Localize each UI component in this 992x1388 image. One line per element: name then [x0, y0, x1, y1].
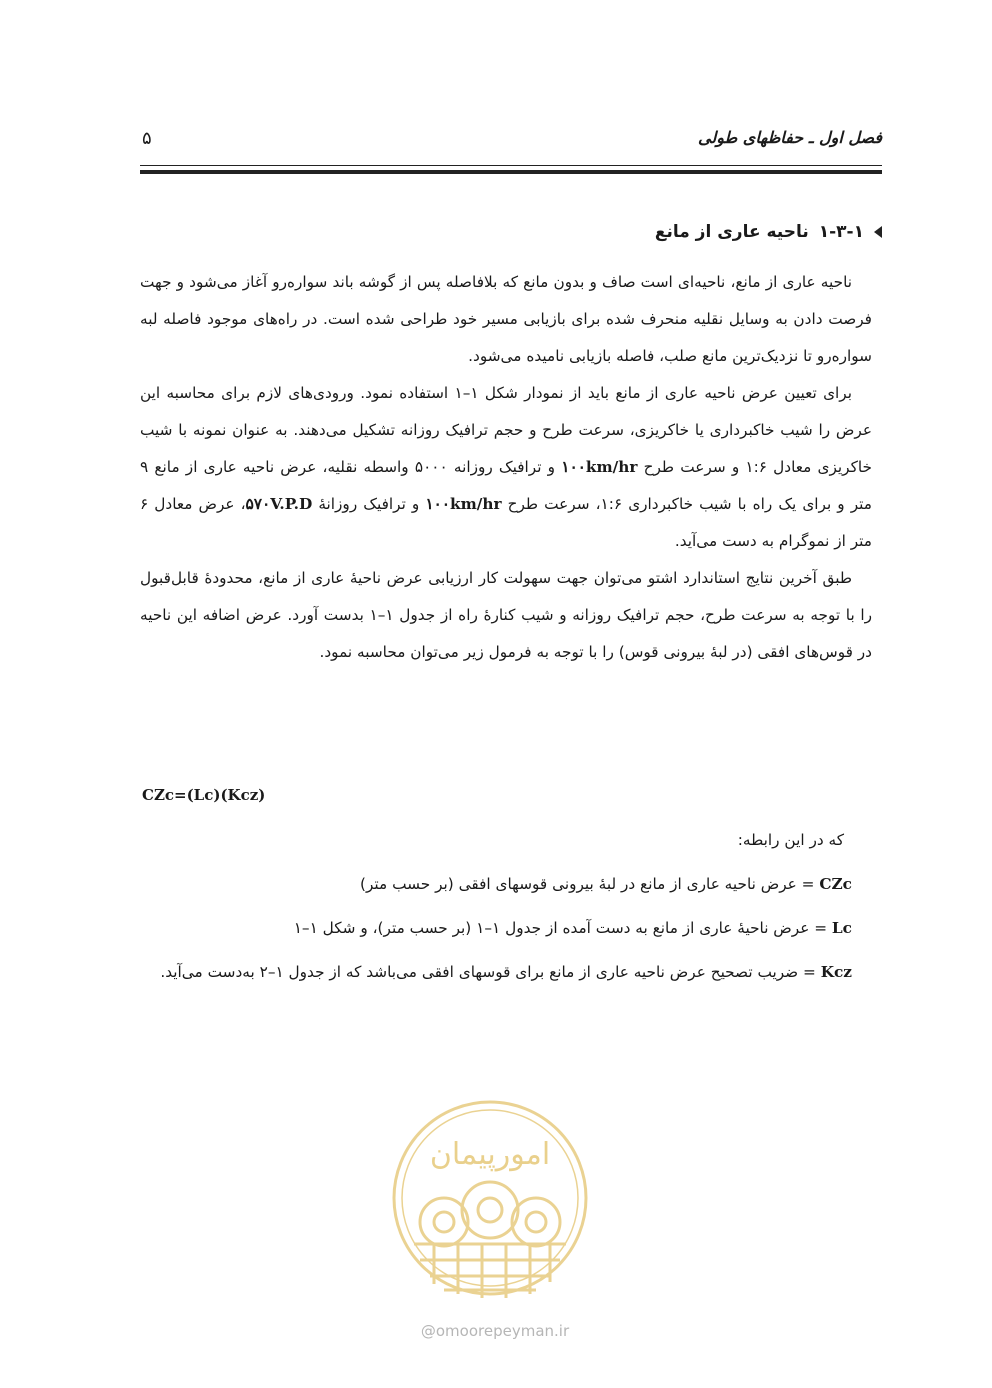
- section-title: ناحیه عاری از مانع: [654, 222, 809, 242]
- definition-czc: [140, 862, 852, 906]
- paragraph-2-part-4: ، عرض معادل ۶ متر از نموگرام به دست می‌آید.: [140, 495, 872, 550]
- paragraph-2-part-3: و ترافیک روزانهٔ: [312, 495, 426, 513]
- paragraph-2-part-1: برای تعیین عرض ناحیه عاری از مانع باید از نمودار شکل ۱–۱ استفاده نمود. ورودی‌های لازم برای محاسبه این عرض را شیب خاکبرداری یا خاکریزی، سرعت طرح و حجم ترافیک روزانه تشکیل می‌دهند. به عنوان نمونه با شیب خاکریزی معادل ۱:۶ و سرعت طرح: [140, 384, 872, 476]
- definitions: [140, 818, 852, 991]
- paragraph-2: [140, 375, 872, 560]
- symbol-lc: Lc: [831, 919, 852, 937]
- definition-kcz-text: = ضریب تصحیح عرض ناحیه عاری از مانع برای قوسهای افقی می‌باشد که از جدول ۱–۲ به‌دست می‌آید.: [160, 963, 821, 981]
- body-text: [140, 264, 872, 671]
- definition-czc-text: = عرض ناحیه عاری از مانع در لبهٔ بیرونی قوسهای افقی (بر حسب متر): [360, 875, 820, 893]
- definitions-intro: که در این رابطه:: [737, 831, 844, 849]
- section-heading: [655, 222, 882, 242]
- header-rule-thin: [140, 165, 882, 166]
- design-speed-2: ۱۰۰km/hr: [425, 495, 502, 513]
- triangle-bullet-icon: [874, 226, 882, 238]
- paragraph-3: طبق آخرین نتایج استاندارد اشتو می‌توان جهت سهولت کار ارزیابی عرض ناحیهٔ عاری از مانع، محدودهٔ قابل‌قبول را با توجه به سرعت طرح، حجم ترافیک روزانه و شیب کنارهٔ راه از جدول ۱–۱ بدست آورد. عرض اضافه این ناحیه در قوس‌های افقی (در لبهٔ بیرونی قوس) را با توجه به فرمول زیر می‌توان محاسبه نمود.: [140, 569, 872, 661]
- running-header: [140, 128, 882, 158]
- symbol-kcz: Kcz: [820, 963, 852, 981]
- daily-traffic-vpd: ۵۷۰V.P.D: [245, 495, 313, 513]
- page-number: ۵: [142, 128, 152, 149]
- watermark-logo-text: امورپیمان: [429, 1137, 551, 1172]
- header-rule-thick: [140, 170, 882, 174]
- definition-kcz: [140, 954, 852, 991]
- paragraph-2-part-2: و ترافیک روزانه ۵۰۰۰ واسطه نقلیه، عرض ناحیه عاری از مانع ۹ متر و برای یک راه با شیب خاکبرداری ۱:۶، سرعت طرح: [140, 458, 872, 513]
- paragraph-1: ناحیه عاری از مانع، ناحیه‌ای است صاف و بدون مانع که بلافاصله پس از گوشه باند سواره‌رو آغاز می‌شود و جهت فرصت دادن به وسایل نقلیه منحرف شده برای بازیابی مسیر خود طراحی شده است. در راه‌های موجود فاصله لبه سواره‌رو تا نزدیک‌ترین مانع صلب، فاصله بازیابی نامیده می‌شود.: [140, 273, 872, 365]
- formula: CZc=(Lc)(Kcz): [142, 786, 266, 804]
- definition-lc: [140, 906, 852, 950]
- section-number: ۱-۳-۱: [818, 222, 864, 242]
- watermark-logo: [384, 1094, 596, 1312]
- watermark-site: @omoorepeyman.ir: [420, 1322, 570, 1340]
- chapter-title: فصل اول ـ حفاظهای طولی: [698, 128, 882, 147]
- design-speed-1: ۱۰۰km/hr: [561, 458, 638, 476]
- symbol-czc: CZc: [819, 875, 852, 893]
- definition-lc-text: = عرض ناحیهٔ عاری از مانع به دست آمده از جدول ۱–۱ (بر حسب متر)، و شکل ۱–۱: [293, 919, 832, 937]
